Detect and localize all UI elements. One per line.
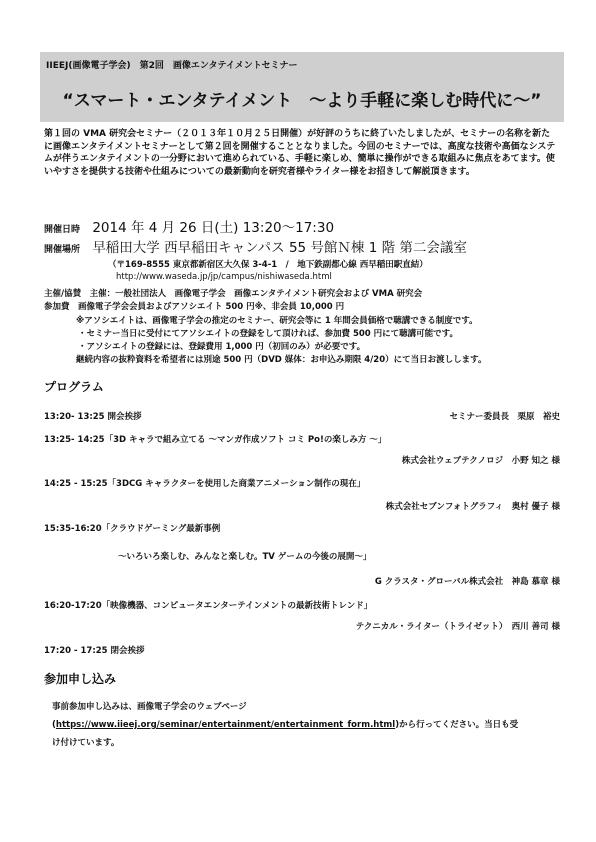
program-closing: 17:20 - 17:25 閉会挨拶 xyxy=(44,646,145,656)
apply-heading: 参加申し込み xyxy=(44,672,117,686)
associate-note-3: ・アソシエイトの登録には、登録費用 1,000 円（初回のみ）が必要です。 xyxy=(78,342,366,352)
venue-value: 早稲田大学 西早稲田キャンパス 55 号館Ｎ棟 1 階 第二会議室 xyxy=(92,240,467,256)
program-session-2-speaker: 株式会社セブンフォトグラフィ 奥村 優子 様 xyxy=(385,502,560,512)
materials-note: 継続内容の抜粋資料を希望者には別途 500 円（DVD 媒体：お申込み期限 4/20）にて当日お渡しします。 xyxy=(76,355,487,365)
apply-text-3: け付けています。 xyxy=(52,738,120,748)
program-session-3-speaker: G クラスタ・グローバル株式会社 神島 慕章 様 xyxy=(374,577,560,587)
venue-row xyxy=(44,236,467,256)
seminar-title: “スマート・エンタテイメント ～より手軽に楽しむ時代に～” xyxy=(62,91,542,111)
venue-address: （〒169-8555 東京都新宿区大久保 3-4-1 / 地下鉄副都心線 西早稲田駅直結） xyxy=(108,260,428,270)
venue-url-link[interactable]: http://www.waseda.jp/jp/campus/nishiwaseda.html xyxy=(116,272,332,282)
program-opening: 13:20- 13:25 開会挨拶 xyxy=(44,412,142,422)
date-row xyxy=(44,216,334,236)
intro-paragraph: 第１回の VMA 研究会セミナー（２０１３年１０月２５日開催）が好評のうちに終了いたしましたが、セミナーの名称を新たに画像エンタテイメントセミナーとして第２回を開催することとなりました。今回のセミナーでは、高度な技術や高価なシステムが伴うエンタテイメントの一分野において進められている、手軽に楽しめ、簡単に操作ができる取組みに焦点をあてます。使いやすさを提供する技術や仕組みについての最新動向を研究者様やライター様をお招きして解説頂きます。 xyxy=(44,129,556,177)
apply-line-2: (https://www.iieej.org/seminar/entertainment/entertainment_form.html)から行ってください。当日も受 xyxy=(52,720,519,730)
seminar-series-label: IIEEJ(画像電子学会) 第2回 画像エンタテイメントセミナー xyxy=(46,61,298,71)
program-opening-speaker: セミナー委員長 栗原 裕史 xyxy=(449,412,560,422)
fee-line: 参加費 画像電子学会会員およびアソシエイト 500 円※、非会員 10,000 円 xyxy=(44,302,345,312)
program-session-4-speaker: テクニカル・ライター（トライゼット） 西川 善司 様 xyxy=(355,622,560,632)
date-label: 開催日時 xyxy=(44,225,81,235)
associate-note-2: ・セミナー当日に受付にてアソシエイトの登録をして頂ければ、参加費 500 円にて聴講可能です。 xyxy=(78,329,458,339)
registration-form-link[interactable]: https://www.iieej.org/seminar/entertainment/entertainment_form.html xyxy=(55,720,396,730)
apply-text-1: 事前参加申し込みは、画像電子学会のウェブページ xyxy=(52,702,247,712)
program-session-1-speaker: 株式会社ウェブテクノロジ 小野 知之 様 xyxy=(401,456,560,466)
program-session-3-subtitle: ～いろいろ楽しむ、みんなと楽しむ。TV ゲームの今後の展開～」 xyxy=(118,552,372,562)
program-heading: プログラム xyxy=(44,380,104,394)
program-session-2: 14:25 - 15:25「3DCG キャラクターを使用した商業アニメーション制作の現在」 xyxy=(44,479,366,489)
venue-label: 開催場所 xyxy=(44,245,81,255)
program-session-1: 13:25- 14:25「3D キャラで組み立てる ～マンガ作成ソフト コミ Po!の楽しみ方 ～」 xyxy=(44,435,387,445)
apply-text-2: から行ってください。当日も受 xyxy=(399,720,519,730)
program-session-4: 16:20-17:20「映像機器、コンピュータエンターテインメントの最新技術トレンド」 xyxy=(44,601,373,611)
associate-note: ※アソシエイトは、画像電子学会の推定のセミナー、研究会等に 1 年間会員価格で聴講できる制度です。 xyxy=(76,316,478,326)
date-value: 2014 年 4 月 26 日(土) 13:20～17:30 xyxy=(92,220,335,236)
program-session-3: 15:35-16:20「クラウドゲーミング最新事例 xyxy=(44,524,221,534)
organizer-line: 主催/協賛 主催：一般社団法人 画像電子学会 画像エンタテイメント研究会および VMA 研究会 xyxy=(44,289,423,299)
